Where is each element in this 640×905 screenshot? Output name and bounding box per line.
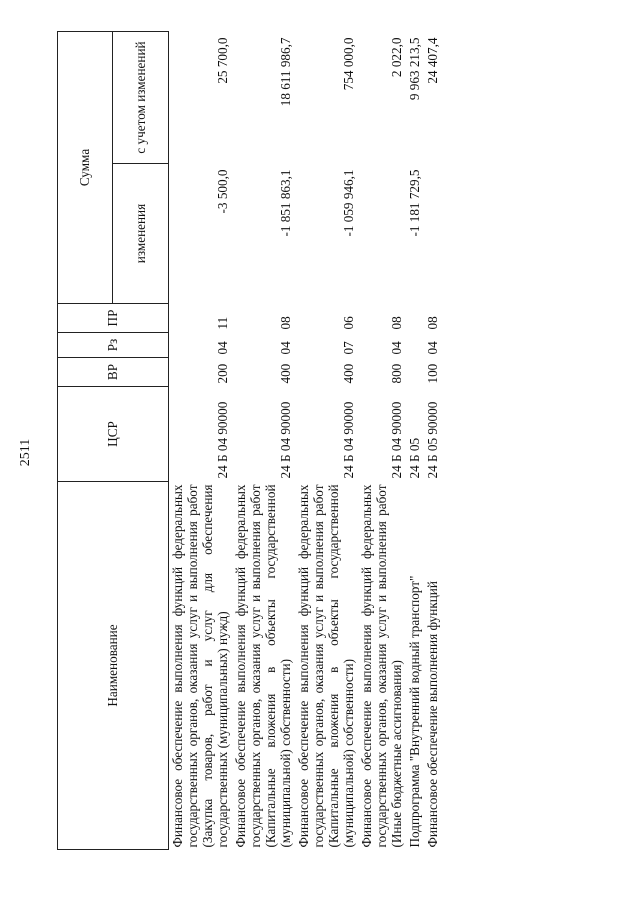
budget-table bbox=[57, 31, 442, 850]
row-csr: 24 Б 04 90000 bbox=[389, 401, 404, 479]
table-row bbox=[424, 32, 442, 850]
row-rz bbox=[406, 333, 424, 358]
row-pr: 08 bbox=[425, 316, 440, 330]
row-pr: 11 bbox=[215, 316, 230, 330]
row-vr: 100 bbox=[425, 363, 440, 384]
row-name: Финансовое обеспечение выполнения функций федеральных государственных органов, оказания услуг и выполнения работ (Капитальные вложения в объекты государственной (муниципальной) собственности) bbox=[296, 484, 356, 848]
row-name: Финансовое обеспечение выполнения функций федеральных государственных органов, оказания услуг и выполнения работ (Иные бюджетные ассигнования) bbox=[359, 484, 404, 848]
row-csr: 24 Б 04 90000 bbox=[215, 401, 230, 479]
header-vr: ВР bbox=[58, 358, 169, 387]
row-total: 18 611 986,7 bbox=[278, 37, 293, 107]
row-csr: 24 Б 04 90000 bbox=[341, 401, 356, 479]
row-change: -3 500,0 bbox=[215, 169, 230, 214]
row-name: Финансовое обеспечение выполнения функций федеральных государственных органов, оказания услуг и выполнения работ (Капитальные вложения в объекты государственной (муниципальной) собственности) bbox=[233, 484, 293, 848]
row-total: 24 407,4 bbox=[425, 37, 440, 84]
header-with-changes: с учетом изменений bbox=[113, 32, 169, 164]
row-vr bbox=[406, 358, 424, 387]
header-pr: ПР bbox=[58, 304, 169, 333]
row-change: -1 059 946,1 bbox=[341, 169, 356, 237]
header-rz: Рз bbox=[58, 333, 169, 358]
row-total: 9 963 213,5 bbox=[407, 37, 422, 101]
row-total: 25 700,0 bbox=[215, 37, 230, 84]
header-name: Наименование bbox=[58, 482, 169, 850]
row-csr: 24 Б 05 bbox=[407, 437, 422, 479]
row-rz: 04 bbox=[425, 341, 440, 355]
row-vr: 400 bbox=[341, 363, 356, 384]
row-pr bbox=[406, 304, 424, 333]
row-name: Финансовое обеспечение выполнения функций bbox=[425, 581, 440, 848]
row-total: 754 000,0 bbox=[341, 37, 356, 91]
row-name: Подпрограмма "Внутренний водный транспорт" bbox=[407, 575, 422, 848]
table-row bbox=[358, 32, 406, 850]
row-vr: 400 bbox=[278, 363, 293, 384]
table-row bbox=[232, 32, 295, 850]
row-pr: 06 bbox=[341, 316, 356, 330]
row-vr: 800 bbox=[389, 363, 404, 384]
row-pr: 08 bbox=[389, 316, 404, 330]
row-rz: 04 bbox=[389, 341, 404, 355]
header-csr: ЦСР bbox=[58, 387, 169, 482]
row-name: Финансовое обеспечение выполнения функций федеральных государственных органов, оказания услуг и выполнения работ (Закупка товаров, работ и услуг для обеспечения государственных (муниципальных) нужд) bbox=[170, 484, 230, 848]
row-pr: 08 bbox=[278, 316, 293, 330]
row-csr: 24 Б 05 90000 bbox=[425, 401, 440, 479]
row-change: -1 181 729,5 bbox=[407, 169, 422, 237]
row-change: -1 851 863,1 bbox=[278, 169, 293, 237]
row-rz: 04 bbox=[278, 341, 293, 355]
row-total: 2 022,0 bbox=[389, 37, 404, 78]
row-rz: 07 bbox=[341, 341, 356, 355]
header-change: изменения bbox=[113, 164, 169, 304]
row-change bbox=[424, 164, 442, 304]
row-vr: 200 bbox=[215, 363, 230, 384]
header-sum: Сумма bbox=[58, 32, 113, 304]
row-change bbox=[358, 164, 406, 304]
page-number: 2511 bbox=[18, 438, 33, 467]
table-row bbox=[169, 32, 233, 850]
row-rz: 04 bbox=[215, 341, 230, 355]
row-csr: 24 Б 04 90000 bbox=[278, 401, 293, 479]
table-row bbox=[406, 32, 424, 850]
table-row bbox=[295, 32, 358, 850]
